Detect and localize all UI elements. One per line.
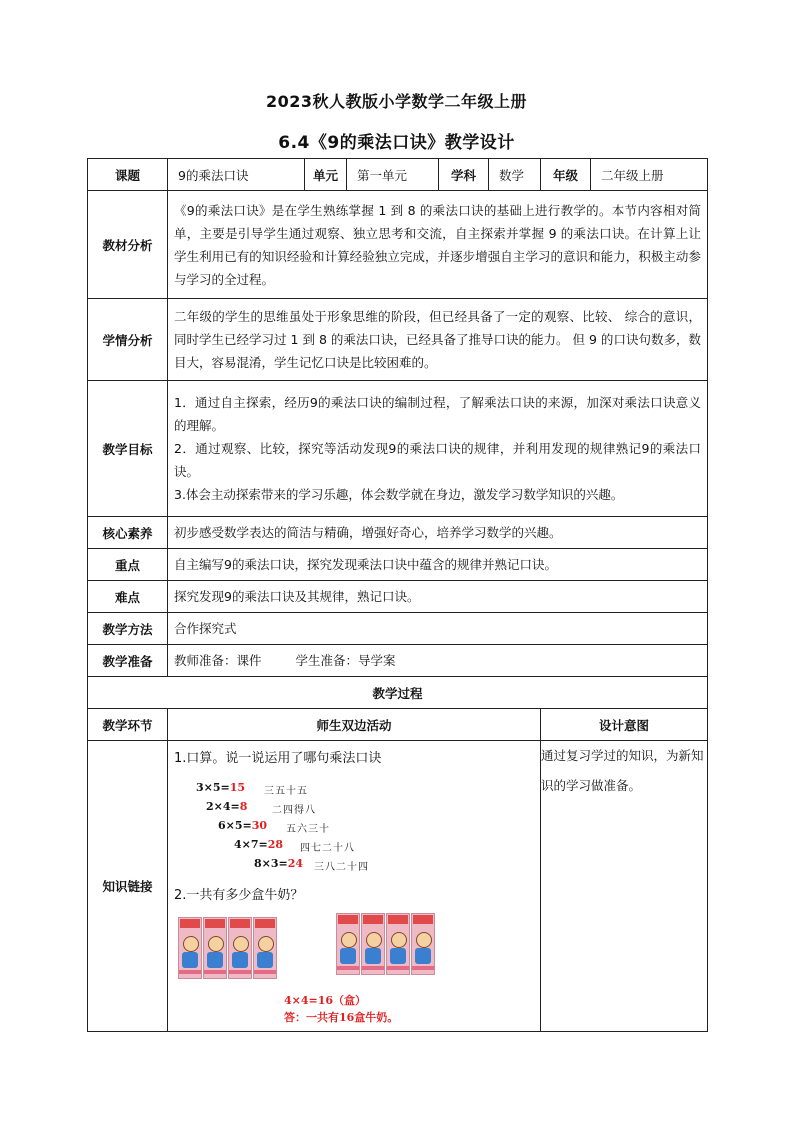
milk-equation: 4×4=16（盒）: [284, 994, 367, 1007]
lesson-plan-table: [87, 158, 708, 1032]
prep-label: 教学准备: [88, 645, 168, 677]
milk-box: [361, 913, 385, 975]
grade-value: 二年级上册: [591, 159, 708, 191]
grade-label: 年级: [541, 159, 591, 191]
milk-boxes-right: [336, 913, 436, 975]
key-label: 重点: [88, 549, 168, 581]
goal-cell: [168, 381, 708, 517]
milk-box: [228, 917, 252, 979]
rhyme-5: 三八二十四: [314, 862, 369, 873]
goal-3: 3.体会主动探索带来的学习乐趣，体会数学就在身边，激发学习数学知识的兴趣。: [174, 487, 624, 502]
milk-box: [336, 913, 360, 975]
difficulty-label: 难点: [88, 581, 168, 613]
col-stage-header: 教学环节: [88, 709, 168, 741]
equation-3: 6×5=30: [218, 819, 268, 832]
core-label: 核心素养: [88, 517, 168, 549]
milk-boxes-left: [178, 917, 278, 979]
col-intent-header: 设计意图: [541, 709, 708, 741]
rhyme-4: 四七二十八: [300, 843, 355, 854]
rhyme-1: 三五十五: [264, 786, 308, 797]
key-text: 自主编写9的乘法口诀，探究发现乘法口诀中蕴含的规律并熟记口诀。: [168, 549, 708, 581]
milk-answer: 答：一共有16盒牛奶。: [284, 1011, 399, 1024]
stage-knowledge-link: 知识链接: [88, 741, 168, 1032]
intent-text: 通过复习学过的知识，为新知识的学习做准备。: [541, 741, 708, 1032]
milk-box: [253, 917, 277, 979]
milk-box: [203, 917, 227, 979]
subject-label: 学科: [439, 159, 489, 191]
goal-label: 教学目标: [88, 381, 168, 517]
difficulty-text: 探究发现9的乘法口诀及其规律，熟记口诀。: [168, 581, 708, 613]
equation-2: 2×4=8: [206, 800, 248, 813]
milk-box: [178, 917, 202, 979]
lesson-label: 课题: [88, 159, 168, 191]
prep-teacher: 教师准备：课件: [174, 653, 262, 668]
milk-box: [411, 913, 435, 975]
core-text: 初步感受数学表达的简洁与精确，增强好奇心，培养学习数学的兴趣。: [168, 517, 708, 549]
lesson-title: 6.4《9的乘法口诀》教学设计: [278, 133, 515, 153]
material-text: 《9的乘法口诀》是在学生熟练掌握 1 到 8 的乘法口诀的基础上进行教学的。本节内容相对简单，主要是引导学生通过观察、独立思考和交流，自主探索并掌握 9 的乘法口诀。在计算上让学生利用已有的知识经验和计算经验独立完成，并逐步增强自主学习的意识和能力，积极主动参与学习的全过程。: [168, 191, 708, 299]
unit-label: 单元: [305, 159, 347, 191]
equation-4: 4×7=28: [234, 838, 284, 851]
rhyme-3: 五六三十: [286, 824, 330, 835]
prep-student: 学生准备：导学案: [295, 653, 396, 668]
activity-cell: [168, 741, 541, 1032]
question-1: 1.口算。说一说运用了哪句乘法口诀: [174, 751, 382, 766]
goal-1: 1．通过自主探索，经历9的乘法口诀的编制过程，了解乘法口诀的来源，加深对乘法口诀意义的理解。: [174, 395, 701, 433]
material-label: 教材分析: [88, 191, 168, 299]
goal-2: 2．通过观察、比较，探究等活动发现9的乘法口诀的规律，并利用发现的规律熟记9的乘法口诀。: [174, 441, 701, 479]
equation-1: 3×5=15: [196, 781, 246, 794]
document-title: 2023秋人教版小学数学二年级上册: [265, 92, 528, 111]
lesson-value: 9的乘法口诀: [168, 159, 305, 191]
milk-box: [386, 913, 410, 975]
method-label: 教学方法: [88, 613, 168, 645]
process-title: 教学过程: [88, 677, 708, 709]
equation-5: 8×3=24: [254, 857, 304, 870]
col-activity-header: 师生双边活动: [168, 709, 541, 741]
method-text: 合作探究式: [168, 613, 708, 645]
rhyme-2: 二四得八: [272, 805, 316, 816]
unit-value: 第一单元: [347, 159, 439, 191]
prep-cell: [168, 645, 708, 677]
student-text: 二年级的学生的思维虽处于形象思维的阶段，但已经具备了一定的观察、比较、 综合的意识，同时学生已经学习过 1 到 8 的乘法口诀，已经具备了推导口诀的能力。 但 9 的口诀句数多，数目大，容易混淆，学生记忆口诀是比较困难的。: [168, 299, 708, 381]
question-2: 2.一共有多少盒牛奶？: [174, 888, 304, 903]
student-label: 学情分析: [88, 299, 168, 381]
subject-value: 数学: [489, 159, 541, 191]
